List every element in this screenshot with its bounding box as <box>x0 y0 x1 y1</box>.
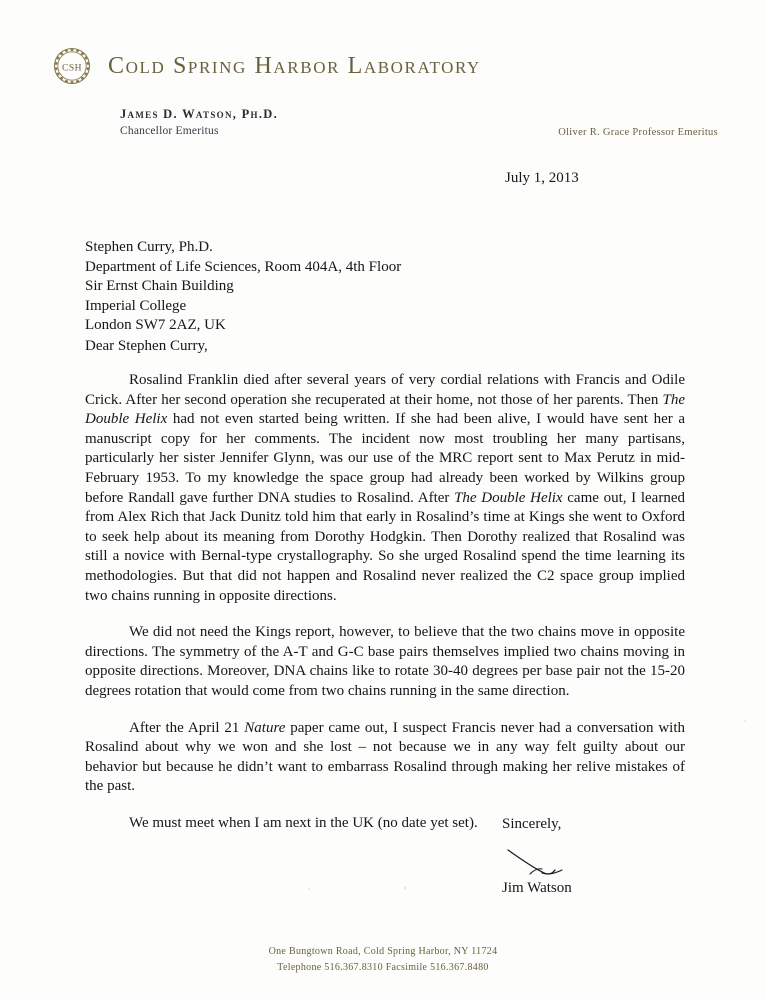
body-paragraph-2: We did not need the Kings report, however, to believe that the two chains move in opposite directions. The symmetry of the A-T and G-C base pairs themselves implied two chains moving in opposite directions. Moreover, DNA chains like to rotate 30-40 degrees per base pair not the 15-20 degrees rotation that would come from two chains running in the same direction. <box>85 624 685 699</box>
p1-italic-title-1: The Double Helix <box>85 391 685 428</box>
address-line-4: Imperial College <box>85 297 187 314</box>
address-line-2: Department of Life Sciences, Room 404A, 4th Floor <box>85 258 402 275</box>
letterhead <box>52 46 481 86</box>
csh-seal-logo-icon <box>52 46 92 86</box>
body-paragraph-1 <box>85 371 685 606</box>
paper-speck <box>308 888 310 890</box>
paper-speck <box>404 886 406 890</box>
organization-name: Cold Spring Harbor Laboratory <box>108 52 481 79</box>
p3-part-a: After the April 21 <box>129 719 245 736</box>
p1-part-a: Rosalind Franklin died after several years of very cordial relations with Francis and Odile Crick. After her second operation she recuperated at their home, not those of her parents. Then <box>85 372 685 408</box>
valediction: Sincerely, <box>502 816 562 832</box>
footer-address: One Bungtown Road, Cold Spring Harbor, NY 11724 <box>268 946 498 957</box>
signer-name: Jim Watson <box>502 880 572 896</box>
address-line-1: Stephen Curry, Ph.D. <box>85 239 213 255</box>
recipient-address <box>85 238 401 336</box>
sender-name: James D. Watson, Ph.D. <box>120 107 279 121</box>
body-paragraph-3 <box>85 719 685 797</box>
body-paragraph-4: We must meet when I am next in the UK (no date yet set). <box>129 814 478 831</box>
p3-italic-journal: Nature <box>244 719 286 736</box>
footer-contact: Telephone 516.367.8310 Facsimile 516.367.8480 <box>277 962 489 973</box>
p3-part-b: paper came out, I suspect Francis never had a conversation with Rosalind about why we won and she lost – not because we in any way felt guilty about our behavior but because he didn’t want to embarrass Rosalind through making her relive mistakes of the past. <box>85 719 685 795</box>
letter-body <box>85 371 685 833</box>
address-line-3: Sir Ernst Chain Building <box>85 278 234 294</box>
footer <box>0 944 766 976</box>
sender-title: Chancellor Emeritus <box>120 125 219 137</box>
address-line-5: London SW7 2AZ, UK <box>85 317 226 333</box>
sender-honorific: Oliver R. Grace Professor Emeritus <box>558 127 718 138</box>
salutation: Dear Stephen Curry, <box>85 338 208 354</box>
svg-text:CSH: CSH <box>62 63 82 74</box>
sender-block <box>120 107 278 137</box>
p1-part-c: came out, I learned from Alex Rich that Jack Dunitz told him that early in Rosalind’s time at Kings she went to Oxford to seek help about its meaning from Dorothy Hodgkin. Then Dorothy realized that Rosalind was still a novice with Bernal-type crystallography. So she urged Rosalind spend the time learning its methodologies. But that did not happen and Rosalind never realized the C2 space group implied two chains running in opposite directions. <box>85 489 685 604</box>
letter-date: July 1, 2013 <box>505 170 579 186</box>
p1-part-b: had not even started being written. If she had been alive, I would have sent her a manuscript copy for her comments. The incident now most troubling her many partisans, particularly her sister Jennifer Glynn, was our use of the MRC report sent to Max Perutz in mid-February 1953. To my knowledge the space group had already been worked by Wilkins group before Randall gave further DNA studies to Rosalind. After <box>85 411 685 506</box>
p1-italic-title-2: The Double Helix <box>454 489 563 506</box>
paper-speck <box>744 720 746 722</box>
